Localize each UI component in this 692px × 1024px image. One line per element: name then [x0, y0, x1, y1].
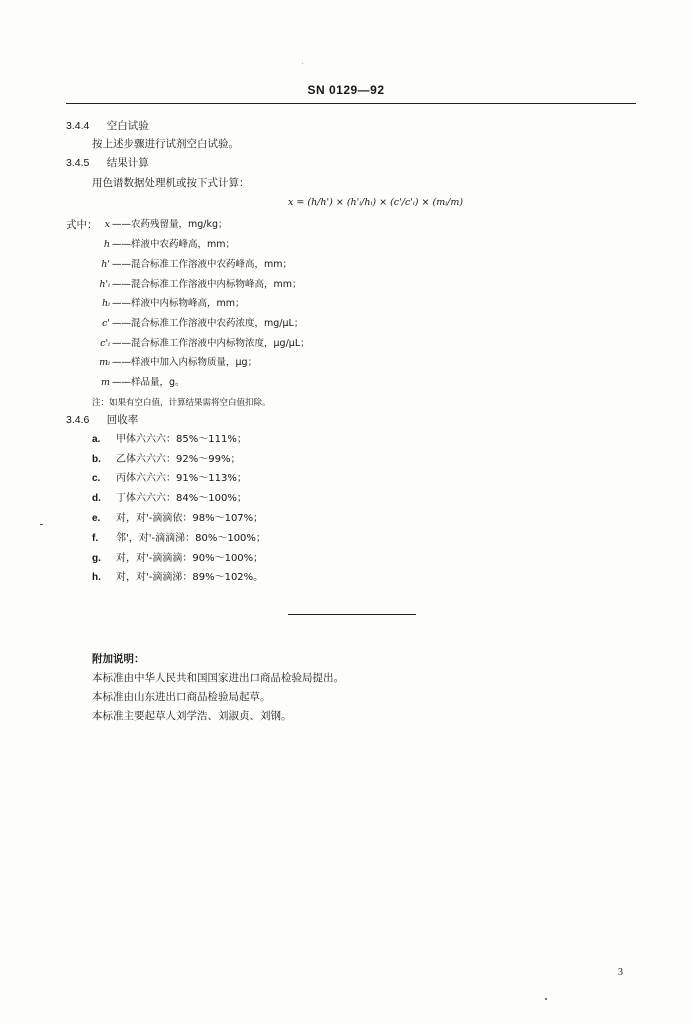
section-345-heading [66, 156, 149, 170]
scan-speck [40, 524, 43, 525]
result-formula: x = (h/h') × (h'ᵢ/hᵢ) × (c'/c'ᵢ) × (mᵢ/m) [288, 197, 464, 208]
recovery-item: h. 对，对'-滴滴涕：89%～102%。 [92, 572, 264, 583]
recovery-item: g. 对，对'-滴滴滴：90%～100%； [92, 553, 264, 564]
section-345-title: 结果计算 [106, 157, 149, 169]
variable-definition: x ——农药残留量，mg/kg； [104, 219, 228, 230]
variable-definition: h'ᵢ ——混合标准工作溶液中内标物峰高，mm； [99, 279, 302, 290]
section-344-body: 按上述步骤进行试剂空白试验。 [92, 138, 239, 150]
calculation-note: 注：如果有空白值，计算结果需将空白值扣除。 [92, 398, 271, 408]
section-344-heading [66, 119, 149, 133]
section-345-intro: 用色谱数据处理机或按下式计算： [92, 177, 250, 189]
scan-speck [302, 63, 303, 64]
variable-definition: h' ——混合标准工作溶液中农药峰高，mm； [101, 259, 293, 270]
section-346-heading [66, 413, 138, 427]
variable-definition: hᵢ ——样液中内标物峰高，mm； [101, 298, 245, 309]
where-label: 式中： [66, 219, 98, 231]
recovery-item: f. 邻'，对'-滴滴涕：80%～100%； [92, 533, 266, 544]
appendix-line: 本标准由山东进出口商品检验局起草。 [92, 691, 271, 703]
variable-definition: h ——样液中农药峰高，mm； [103, 239, 236, 250]
header-rule [66, 103, 636, 104]
scan-speck [545, 998, 547, 1000]
section-344-number: 3.4.4 [66, 120, 90, 132]
page-number: 3 [618, 967, 623, 978]
recovery-item: b. 乙体六六六：92%～99%； [92, 454, 241, 465]
variable-definition: c' ——混合标准工作溶液中农药浓度，mg/μL； [102, 318, 304, 329]
section-345-number: 3.4.5 [66, 157, 90, 169]
appendix-line: 本标准主要起草人刘学浩、刘淑贞、刘钢。 [92, 710, 292, 722]
variable-definition: mᵢ ——样液中加入内标物质量，μg； [99, 357, 258, 368]
section-344-title: 空白试验 [106, 120, 149, 132]
recovery-item: a. 甲体六六六：85%～111%； [92, 434, 247, 445]
variable-definition: c'ᵢ ——混合标准工作溶液中内标物浓度，μg/μL； [100, 338, 310, 349]
recovery-item: c. 丙体六六六：91%～113%； [92, 473, 247, 484]
recovery-item: e. 对，对'-滴滴依：98%～107%； [92, 513, 264, 524]
appendix-title: 附加说明： [92, 653, 145, 665]
section-346-title: 回收率 [106, 414, 139, 426]
recovery-item: d. 丁体六六六：84%～100%； [92, 493, 247, 504]
appendix-line: 本标准由中华人民共和国国家进出口商品检验局提出。 [92, 672, 344, 684]
section-346-number: 3.4.6 [66, 414, 90, 426]
end-of-text-rule [288, 614, 416, 615]
variable-definition: m ——样品量，g。 [100, 377, 185, 388]
standard-code: SN 0129—92 [307, 83, 385, 97]
